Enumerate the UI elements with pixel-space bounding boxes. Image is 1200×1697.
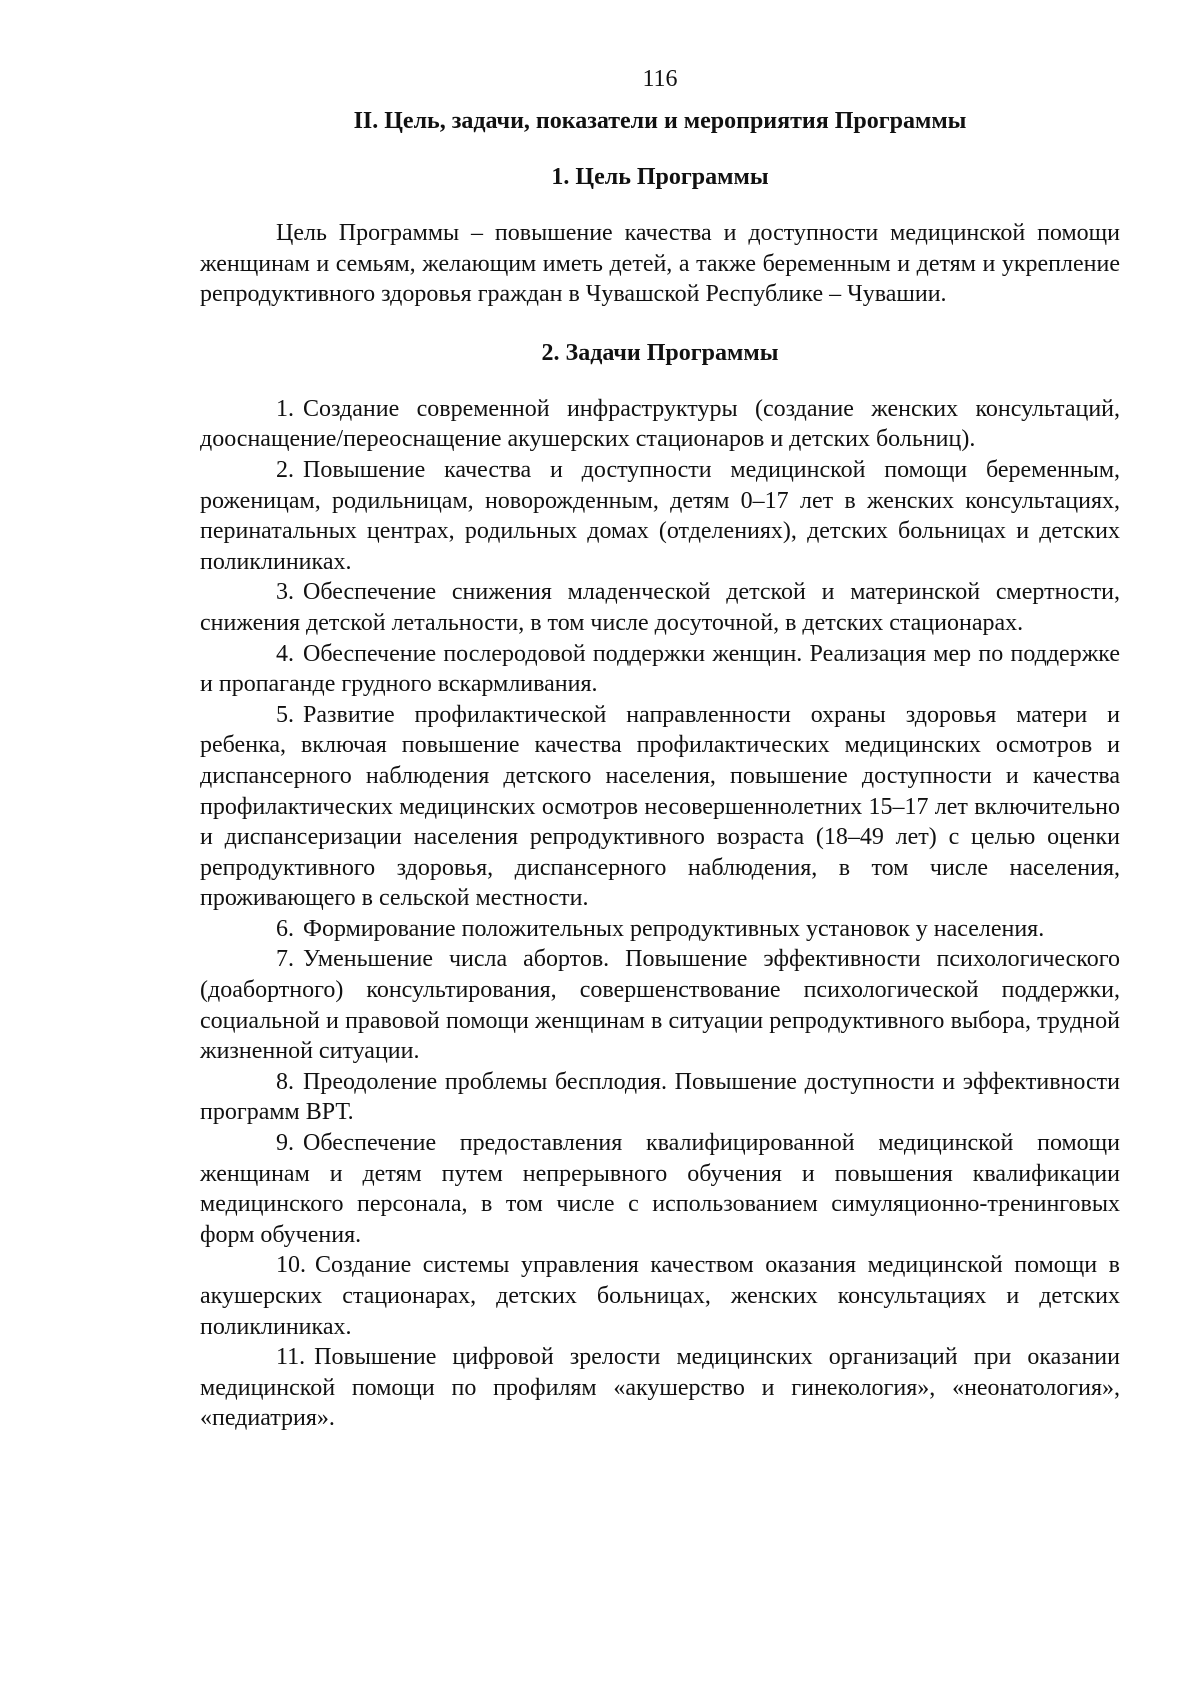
tasks-list: [200, 394, 1120, 1434]
list-item-text: Повышение качества и доступности медицинской помощи беременным, роженицам, родильницам, новорожденным, детям 0–17 лет в женских консультациях, перинатальных центрах, родильных домах (отделениях), детских больницах и детских поликлиниках.: [200, 456, 1120, 575]
list-item-number: 3.: [276, 579, 294, 606]
list-item-text: Обеспечение предоставления квалифицированной медицинской помощи женщинам и детям путем непрерывного обучения и повышения квалификации медицинского персонала, в том числе с использованием симуляционно-тренинговых форм обучения.: [200, 1130, 1120, 1248]
list-item-number: 1.: [276, 395, 294, 422]
list-item: [200, 700, 1120, 914]
list-item-number: 8.: [276, 1068, 294, 1095]
list-item-number: 2.: [276, 456, 294, 483]
list-item-number: 5.: [276, 701, 294, 728]
list-item-number: 4.: [276, 640, 294, 667]
list-item: [200, 394, 1120, 455]
list-item-text: Создание системы управления качеством оказания медицинской помощи в акушерских стационарах, детских больницах, женских консультациях и детских поликлиниках.: [200, 1252, 1120, 1340]
list-item: [200, 639, 1120, 700]
list-item-text: Формирование положительных репродуктивных установок у населения.: [303, 915, 1045, 942]
document-page: [200, 64, 1120, 1434]
list-item-number: 11.: [276, 1344, 306, 1371]
list-item-text: Повышение цифровой зрелости медицинских организаций при оказании медицинской помощи по профилям «акушерство и гинекология», «неонатология», «педиатрия».: [200, 1344, 1120, 1432]
list-item-text: Обеспечение снижения младенческой детской и материнской смертности, снижения детской летальности, в том числе досуточной, в детских стационарах.: [200, 579, 1120, 636]
tasks-heading: 2. Задачи Программы: [541, 339, 779, 366]
list-item: [200, 1128, 1120, 1250]
section-title: II. Цель, задачи, показатели и мероприятия Программы: [353, 108, 967, 134]
list-item: [200, 944, 1120, 1066]
list-item-text: Преодоление проблемы бесплодия. Повышение доступности и эффективности программ ВРТ.: [200, 1068, 1120, 1126]
list-item-text: Уменьшение числа абортов. Повышение эффективности психологического (доабортного) консультирования, совершенствование психологической поддержки, социальной и правовой помощи женщинам в ситуации репродуктивного выбора, трудной жизненной ситуации.: [200, 946, 1120, 1065]
list-item: [200, 914, 1120, 945]
list-item: [200, 455, 1120, 577]
list-item-number: 9.: [276, 1130, 294, 1157]
list-item: [200, 1067, 1120, 1128]
list-item-number: 6.: [276, 915, 294, 942]
list-item-number: 10.: [276, 1252, 306, 1279]
goal-paragraph: Цель Программы – повышение качества и доступности медицинской помощи женщинам и семьям, желающим иметь детей, а также беременным и детям и укрепление репродуктивного здоровья граждан в Чувашской Республике – Чувашии.: [200, 220, 1120, 308]
list-item-text: Создание современной инфраструктуры (создание женских консультаций, дооснащение/переоснащение акушерских стационаров и детских больниц).: [200, 395, 1120, 453]
list-item-text: Развитие профилактической направленности охраны здоровья матери и ребенка, включая повышение качества профилактических медицинских осмотров и диспансерного наблюдения детского населения, повышение доступности и качества профилактических медицинских осмотров несовершеннолетних 15–17 лет включительно и диспансеризации населения репродуктивного возраста (18–49 лет) с целью оценки репродуктивного здоровья, диспансерного наблюдения, в том числе населения, проживающего в сельской местности.: [200, 701, 1120, 912]
page-number: 116: [642, 66, 678, 92]
list-item: [200, 1250, 1120, 1342]
list-item-text: Обеспечение послеродовой поддержки женщин. Реализация мер по поддержке и пропаганде грудного вскармливания.: [200, 640, 1120, 698]
goal-heading: 1. Цель Программы: [551, 164, 769, 190]
list-item: [200, 1342, 1120, 1434]
list-item-number: 7.: [276, 946, 294, 973]
list-item: [200, 577, 1120, 638]
